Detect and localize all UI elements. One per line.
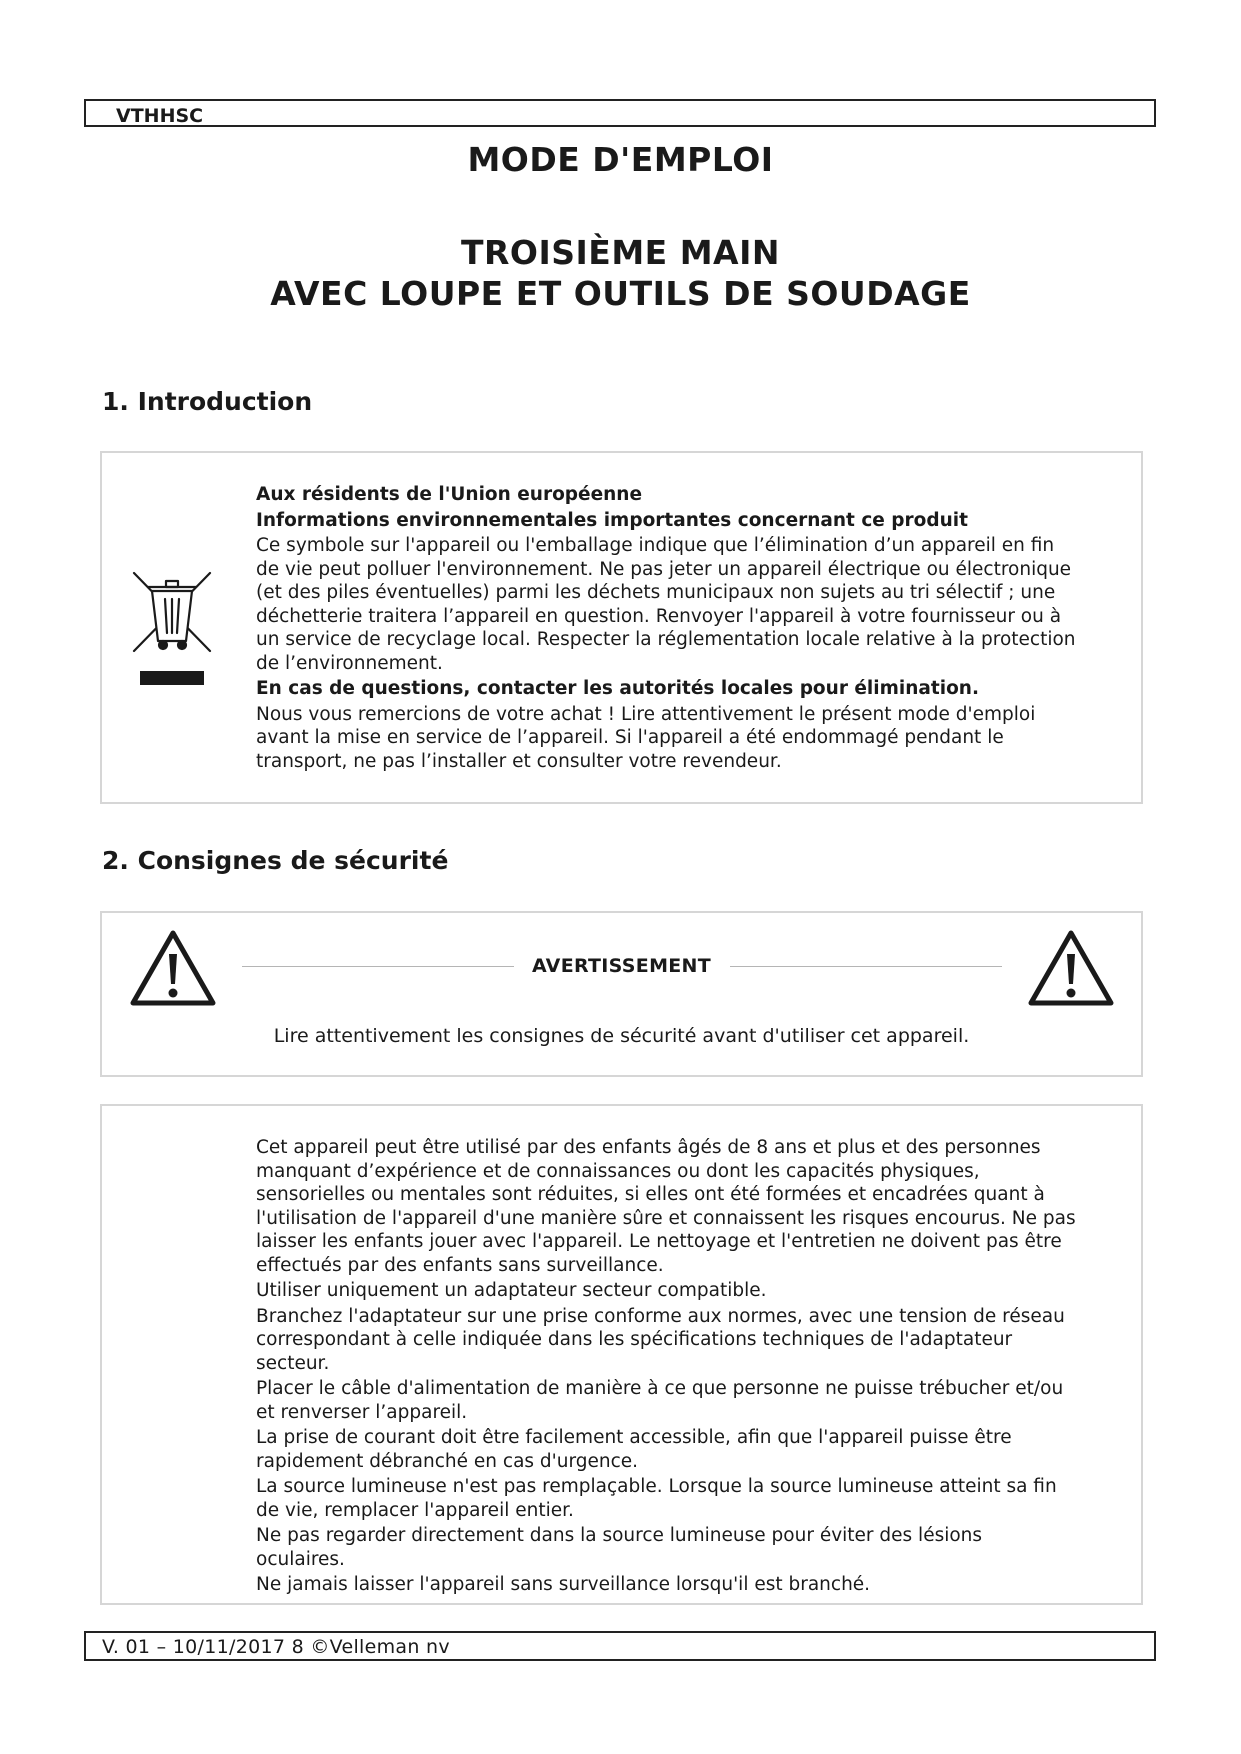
safety-instructions-text (256, 1136, 1076, 1599)
safety-paragraph: La source lumineuse n'est pas remplaçable. Lorsque la source lumineuse atteint sa fin de vie, remplacer l'appareil entier. (256, 1476, 1057, 1521)
introduction-box (100, 451, 1143, 804)
introduction-text (256, 483, 1076, 775)
safety-instructions-box (100, 1104, 1143, 1605)
weee-crossed-bin-icon (130, 571, 214, 695)
warning-box (100, 911, 1143, 1077)
environment-info-heading: Informations environnementales importantes concernant ce produit (256, 509, 968, 531)
section-heading-introduction: 1. Introduction (102, 387, 313, 416)
header-bar (84, 99, 1156, 127)
eu-residents-heading: Aux résidents de l'Union européenne (256, 484, 643, 505)
section-heading-safety: 2. Consignes de sécurité (102, 846, 449, 875)
footer-bar (84, 1631, 1156, 1661)
safety-paragraph: Cet appareil peut être utilisé par des enfants âgés de 8 ans et plus et des personnes manquant d’expérience et de connaissances ou dont les capacités physiques, sensorielles ou mentales sont réduites, si elles ont été formées et encadrées quant à l'utilisation de l'appareil d'une manière sûre et connaissent les risques encourus. Ne pas laisser les enfants jouer avec l'appareil. Le nettoyage et l'entretien ne doivent pas être effectués par des enfants sans surveillance. (256, 1137, 1076, 1276)
safety-paragraph: Utiliser uniquement un adaptateur secteur compatible. (256, 1280, 767, 1301)
warning-label: AVERTISSEMENT (102, 955, 1141, 977)
model-code: VTHHSC (116, 105, 204, 127)
thank-you-paragraph: Nous vous remercions de votre achat ! Lire attentivement le présent mode d'emploi avant la mise en service de l’appareil. Si l'appareil a été endommagé pendant le transport, ne pas l’installer et consulter votre revendeur. (256, 703, 1036, 772)
safety-paragraph: Ne pas regarder directement dans la source lumineuse pour éviter des lésions oculaires. (256, 1525, 983, 1570)
safety-paragraph: Ne jamais laisser l'appareil sans surveillance lorsqu'il est branché. (256, 1574, 871, 1595)
safety-paragraph: Branchez l'adaptateur sur une prise conforme aux normes, avec une tension de réseau correspondant à celle indiquée dans les spécifications techniques de l'adaptateur secteur. (256, 1305, 1065, 1374)
product-title-line1: TROISIÈME MAIN (461, 233, 780, 272)
footer-text: V. 01 – 10/11/2017 8 ©Velleman nv (102, 1636, 450, 1658)
doc-title: MODE D'EMPLOI (467, 140, 774, 179)
safety-paragraph: La prise de courant doit être facilement accessible, afin que l'appareil puisse être rapidement débranché en cas d'urgence. (256, 1427, 1012, 1472)
contact-authorities-note: En cas de questions, contacter les autorités locales pour élimination. (256, 678, 979, 699)
product-title-line2: AVEC LOUPE ET OUTILS DE SOUDAGE (270, 274, 971, 313)
safety-paragraph: Placer le câble d'alimentation de manière à ce que personne ne puisse trébucher et/ou et renverser l’appareil. (256, 1378, 1064, 1423)
disposal-paragraph: Ce symbole sur l'appareil ou l'emballage indique que l’élimination d’un appareil en fin de vie peut polluer l'environnement. Ne pas jeter un appareil électrique ou électronique (et des piles éventuelles) parmi les déchets municipaux non sujets au tri sélectif ; une déchetterie traitera l’appareil en question. Renvoyer l'appareil à votre fournisseur ou à un service de recyclage local. Respecter la réglementation locale relative à la protection de l’environnement. (256, 535, 1076, 674)
warning-text: Lire attentivement les consignes de sécurité avant d'utiliser cet appareil. (273, 1025, 970, 1047)
